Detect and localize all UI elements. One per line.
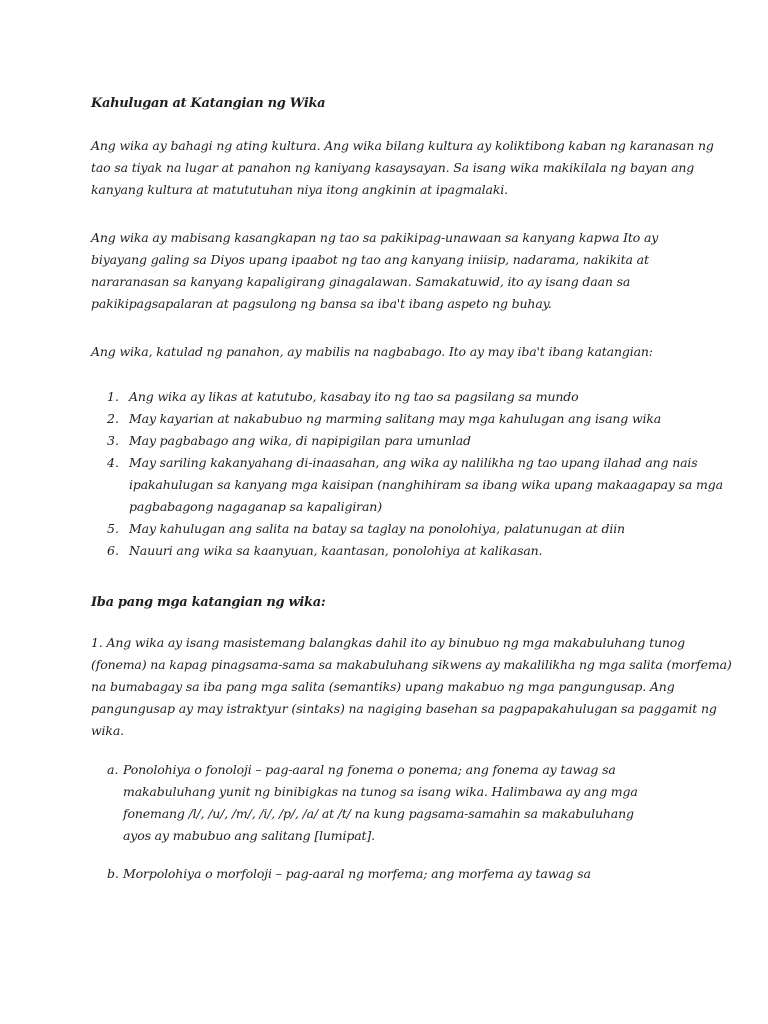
list-item-3: May pagbabago ang wika, di napipigilan para umunlad <box>129 433 471 448</box>
paragraph-2-line-1: Ang wika ay mabisang kasangkapan ng tao sa pakikipag-unawaan sa kanyang kapwa Ito ay <box>91 230 659 245</box>
list-item-5: May kahulugan ang salita na batay sa taglay na ponolohiya, palatunugan at diin <box>129 521 625 536</box>
sub-item-a-line-2: makabuluhang yunit ng binibigkas na tunog sa isang wika. Halimbawa ay ang mga <box>123 784 638 799</box>
list-item-4-line-1: May sariling kakanyahang di-inaasahan, ang wika ay nalilikha ng tao upang ilahad ang nais <box>129 455 698 470</box>
sub-item-a-line-3: fonemang /l/, /u/, /m/, /i/, /p/, /a/ at /t/ na kung pagsama-samahin sa makabuluhang <box>123 806 634 821</box>
list-item-2: May kayarian at nakabubuo ng marming salitang may mga kahulugan ang isang wika <box>129 411 662 426</box>
section-heading: Iba pang mga katangian ng wika: <box>91 595 326 610</box>
paragraph-1-line-3: kanyang kultura at matututuhan niya itong angkinin at ipagmalaki. <box>91 182 508 197</box>
list-item-number: 6. <box>107 543 119 558</box>
list-item-6: Nauuri ang wika sa kaanyuan, kaantasan, ponolohiya at kalikasan. <box>129 543 543 558</box>
list-item-number: 5. <box>107 521 119 536</box>
paragraph-3: Ang wika, katulad ng panahon, ay mabilis na nagbabago. Ito ay may iba't ibang katangian: <box>91 344 653 359</box>
paragraph-2-line-2: biyayang galing sa Diyos upang ipaabot ng tao ang kanyang iniisip, nadarama, nakikita at <box>91 252 649 267</box>
paragraph-1-line-2: tao sa tiyak na lugar at panahon ng kaniyang kasaysayan. Sa isang wika makikilala ng bayan ang <box>91 160 695 175</box>
paragraph-2-line-4: pakikipagsapalaran at pagsulong ng bansa sa iba't ibang aspeto ng buhay. <box>91 296 552 311</box>
sub-item-a-label: a. <box>107 762 119 777</box>
document-title: Kahulugan at Katangian ng Wika <box>91 96 326 111</box>
paragraph-4-line-3: na bumabagay sa iba pang mga salita (semantiks) upang makabuo ng mga pangungusap. Ang <box>91 679 675 694</box>
sub-item-b-label: b. <box>107 866 119 881</box>
paragraph-4-line-2: (fonema) na kapag pinagsama-sama sa makabuluhang sikwens ay makalilikha ng mga salita (morfema) <box>91 657 732 672</box>
sub-item-b-line-1: Morpolohiya o morfoloji – pag-aaral ng morfema; ang morfema ay tawag sa <box>123 866 591 881</box>
list-item-number: 4. <box>107 455 119 470</box>
paragraph-4-line-4: pangungusap ay may istraktyur (sintaks) na nagiging basehan sa pagpapakahulugan sa paggamit ng <box>91 701 717 716</box>
sub-item-a-line-1: Ponolohiya o fonoloji – pag-aaral ng fonema o ponema; ang fonema ay tawag sa <box>123 762 616 777</box>
paragraph-4-line-5: wika. <box>91 723 124 738</box>
paragraph-2-line-3: nararanasan sa kanyang kapaligirang ginagalawan. Samakatuwid, ito ay isang daan sa <box>91 274 631 289</box>
list-item-4-line-3: pagbabagong nagaganap sa kapaligiran) <box>129 499 382 514</box>
list-item-1: Ang wika ay likas at katutubo, kasabay ito ng tao sa pagsilang sa mundo <box>129 389 579 404</box>
list-item-number: 3. <box>107 433 119 448</box>
list-item-number: 2. <box>107 411 119 426</box>
list-item-number: 1. <box>107 389 119 404</box>
list-item-4-line-2: ipakahulugan sa kanyang mga kaisipan (nanghihiram sa ibang wika upang makaagapay sa mga <box>129 477 723 492</box>
paragraph-1-line-1: Ang wika ay bahagi ng ating kultura. Ang wika bilang kultura ay koliktibong kaban ng karanasan ng <box>91 138 714 153</box>
paragraph-4-line-1: 1. Ang wika ay isang masistemang balangkas dahil ito ay binubuo ng mga makabuluhang tunog <box>91 635 685 650</box>
sub-item-a-line-4: ayos ay mabubuo ang salitang [lumipat]. <box>123 828 375 843</box>
